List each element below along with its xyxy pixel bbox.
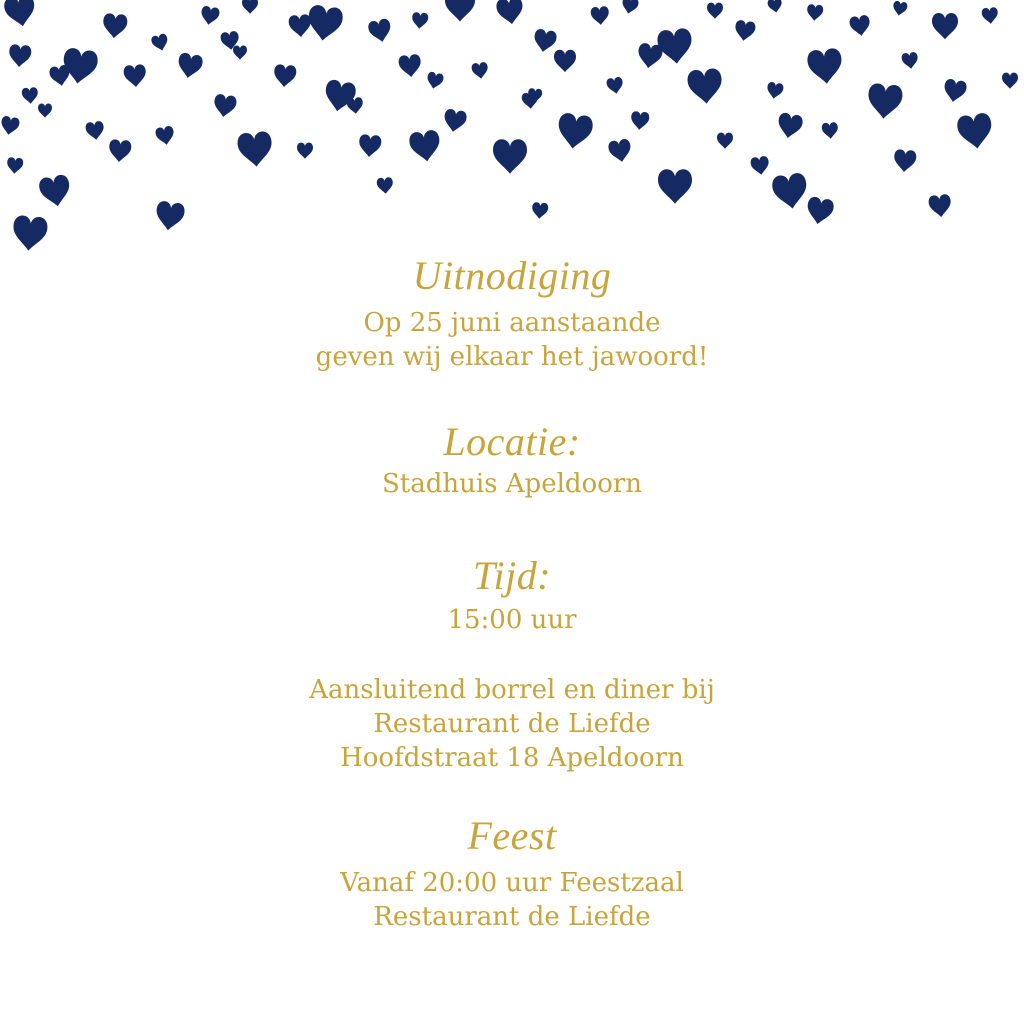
heart-icon — [297, 143, 313, 159]
heart-icon — [288, 14, 312, 38]
heart-icon — [199, 5, 220, 26]
hearts-decoration — [0, 0, 1024, 260]
heart-icon — [442, 108, 468, 134]
heart-icon — [8, 44, 32, 68]
heart-icon — [38, 174, 73, 209]
heart-icon — [771, 172, 809, 211]
heart-icon — [212, 93, 237, 118]
heart-icon — [102, 13, 128, 39]
heart-icon — [3, 0, 38, 29]
heart-icon — [821, 122, 838, 140]
heart-icon — [493, 139, 527, 173]
party-line-1: Vanaf 20:00 uur Feestzaal — [340, 868, 684, 898]
heart-icon — [766, 81, 785, 100]
heart-icon — [273, 64, 297, 88]
heart-icon — [11, 215, 48, 252]
time-value: 15:00 uur — [447, 605, 577, 635]
location-value: Stadhuis Apeldoorn — [381, 469, 643, 499]
time-heading: Tijd: — [472, 553, 552, 598]
heart-icon — [590, 6, 610, 26]
heart-icon — [398, 54, 422, 78]
party-heading: Feest — [467, 813, 557, 858]
dinner-line-2: Restaurant de Liefde — [373, 709, 651, 739]
heart-icon — [928, 194, 952, 218]
heart-icon — [85, 120, 105, 141]
heart-icon — [901, 52, 919, 70]
heart-icon — [408, 129, 442, 163]
heart-icon — [750, 155, 770, 176]
invitation-line-2: geven wij elkaar het jawoord! — [315, 342, 709, 372]
heart-icon — [154, 200, 186, 232]
heart-icon — [658, 169, 692, 203]
dinner-line-1: Aansluitend borrel en diner bij — [309, 675, 715, 705]
heart-icon — [866, 83, 903, 120]
heart-icon — [242, 0, 258, 14]
heart-icon — [806, 48, 843, 86]
heart-icon — [981, 7, 999, 25]
heart-icon — [425, 71, 444, 90]
heart-icon — [306, 4, 344, 43]
heart-icon — [471, 62, 489, 80]
heart-icon — [630, 111, 650, 131]
location-heading: Locatie: — [443, 419, 581, 464]
heart-icon — [717, 133, 733, 149]
heart-icon — [607, 138, 633, 164]
heart-icon — [38, 104, 52, 118]
invitation-line-1: Op 25 juni aanstaande — [363, 308, 661, 338]
heart-icon — [707, 3, 723, 19]
heart-icon — [956, 112, 994, 151]
heart-icon — [346, 97, 364, 115]
heart-icon — [942, 78, 968, 104]
heart-icon — [1002, 73, 1018, 89]
invitation-heading: Uitnodiging — [412, 253, 612, 298]
heart-icon — [108, 139, 132, 163]
heart-icon — [656, 28, 693, 66]
heart-icon — [176, 52, 204, 80]
heart-icon — [233, 46, 247, 60]
heart-icon — [532, 28, 558, 54]
heart-icon — [150, 33, 170, 53]
party-line-2: Restaurant de Liefde — [373, 902, 651, 932]
heart-icon — [237, 131, 274, 168]
heart-icon — [606, 76, 625, 95]
heart-icon — [0, 115, 20, 136]
heart-icon — [932, 13, 958, 39]
heart-icon — [123, 64, 147, 88]
heart-icon — [367, 18, 393, 44]
heart-icon — [849, 14, 872, 37]
heart-icon — [805, 196, 835, 226]
heart-icon — [411, 12, 428, 30]
heart-icon — [636, 42, 663, 69]
heart-icon — [892, 0, 908, 16]
heart-icon — [21, 87, 38, 105]
heart-icon — [620, 0, 639, 15]
heart-icon — [376, 177, 393, 195]
heart-icon — [767, 0, 783, 14]
heart-icon — [734, 19, 757, 42]
heart-icon — [531, 202, 548, 220]
heart-icon — [806, 4, 823, 22]
heart-icon — [358, 134, 382, 158]
heart-icon — [495, 0, 524, 26]
heart-icon — [61, 47, 99, 86]
heart-icon — [776, 112, 804, 140]
heart-icon — [521, 92, 538, 110]
heart-icon — [687, 68, 724, 105]
heart-icon — [445, 0, 475, 22]
heart-icon — [554, 50, 576, 72]
heart-icon — [6, 157, 23, 175]
heart-icon — [556, 112, 594, 151]
dinner-line-3: Hoofdstraat 18 Apeldoorn — [340, 743, 684, 773]
heart-icon — [893, 149, 917, 173]
heart-icon — [155, 125, 176, 146]
